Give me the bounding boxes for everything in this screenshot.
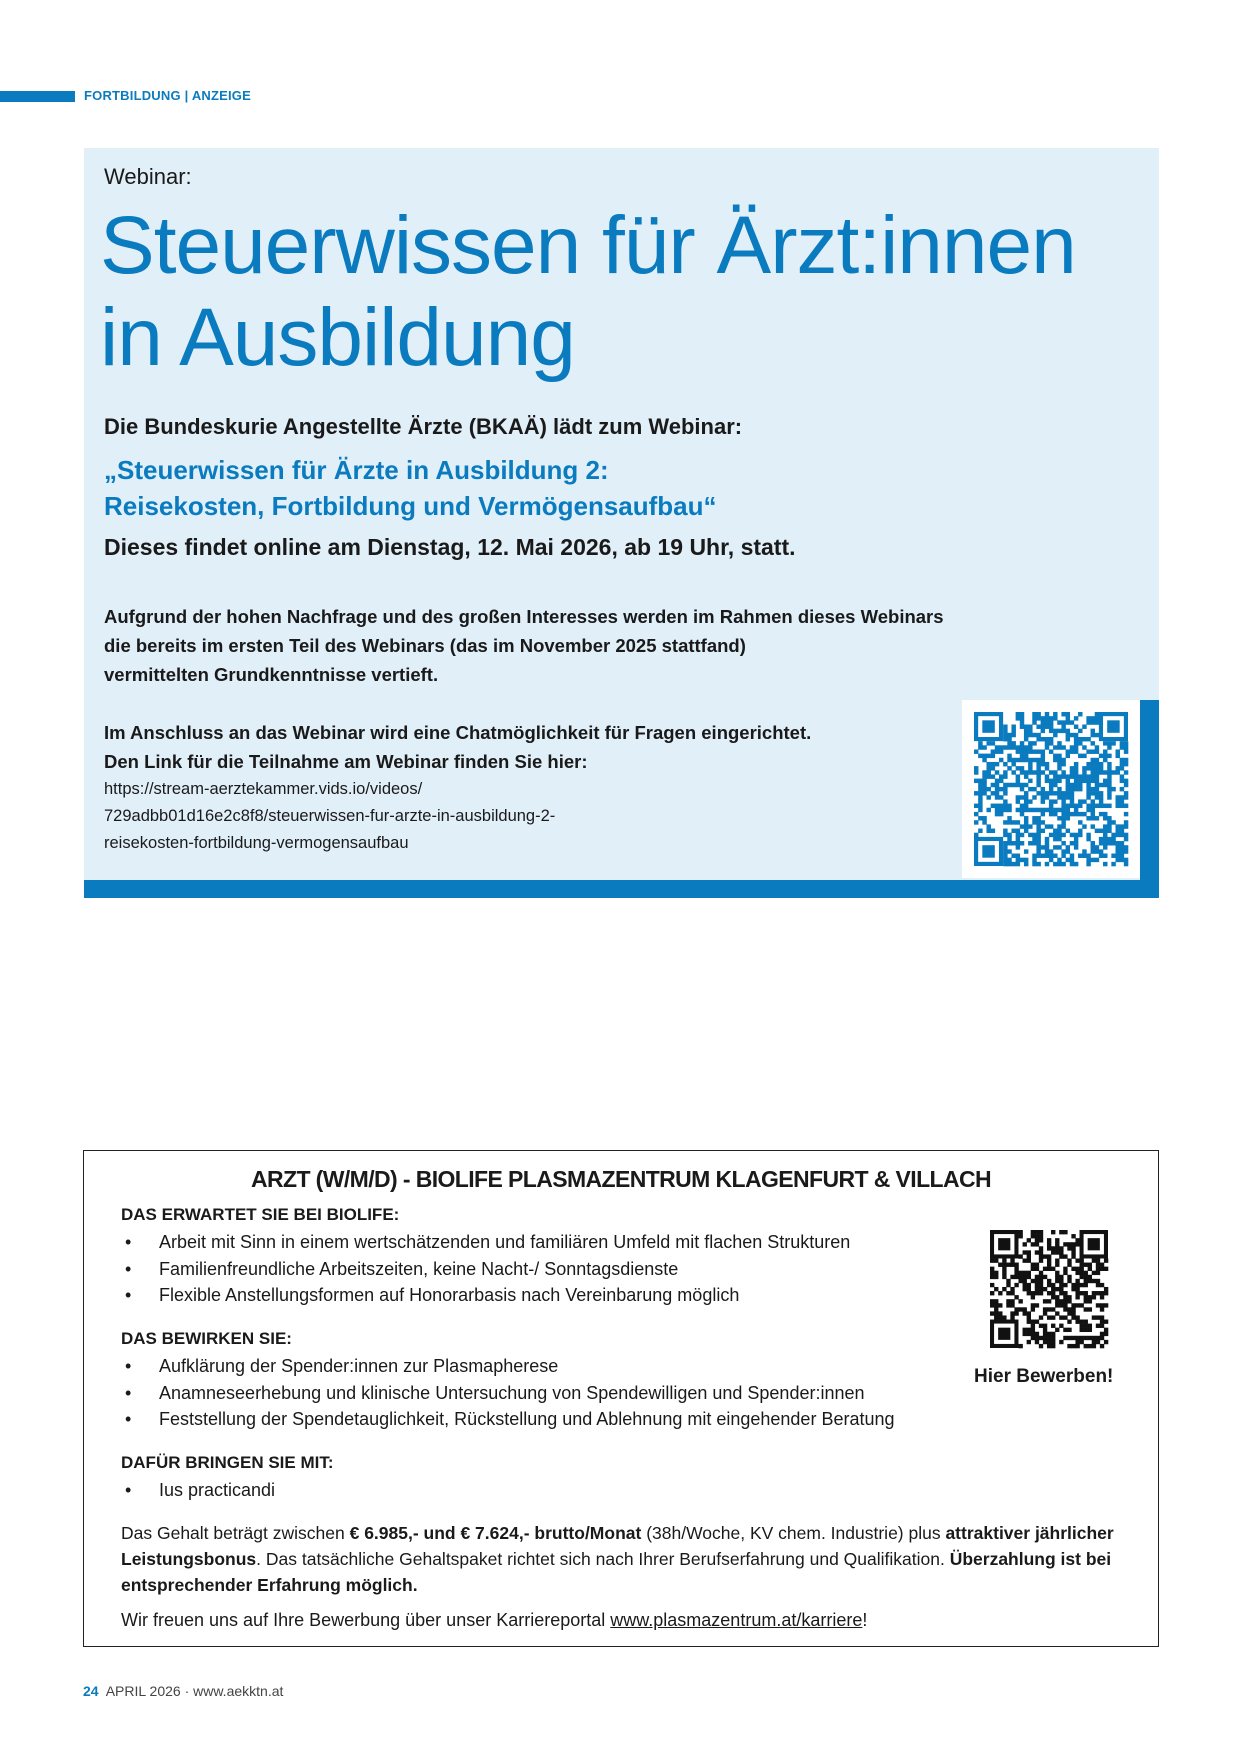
salary-range: € 6.985,- und € 7.624,- brutto/Monat	[349, 1523, 642, 1543]
salary-text: (38h/Woche, KV chem. Industrie) plus	[641, 1523, 946, 1543]
job-title: ARZT (W/M/D) - BIOLIFE PLASMAZENTRUM KLAGENFURT & VILLACH	[250, 1166, 992, 1192]
footer-text: APRIL 2026 · www.aekktn.at	[105, 1683, 284, 1699]
description-line: Aufgrund der hohen Nachfrage und des großen Interesses werden im Rahmen dieses Webinars	[104, 606, 944, 627]
section-marker-bar	[0, 91, 75, 102]
webinar-topic	[104, 452, 904, 524]
list-item-text: Arbeit mit Sinn in einem wertschätzenden und familiären Umfeld mit flachen Strukturen	[159, 1232, 851, 1252]
headline-line-1: Steuerwissen für Ärzt:innen	[100, 200, 1076, 291]
webinar-box-side-accent	[1140, 700, 1159, 898]
job-section-heading: DAS ERWARTET SIE BEI BIOLIFE:	[121, 1205, 400, 1224]
job-benefits-list	[121, 1229, 850, 1309]
chat-info-line: Den Link für die Teilnahme am Webinar finden Sie hier:	[104, 751, 588, 772]
webinar-qr-code-icon[interactable]	[962, 700, 1140, 878]
webinar-kicker: Webinar:	[104, 164, 192, 189]
career-portal-link[interactable]: www.plasmazentrum.at/karriere	[610, 1610, 863, 1630]
job-requirements-list	[121, 1477, 275, 1504]
webinar-link-line[interactable]: 729adbb01d16e2c8f8/steuerwissen-fur-arzte-in-ausbildung-2-	[104, 807, 556, 825]
headline-line-2: in Ausbildung	[100, 292, 575, 383]
salary-text: . Das tatsächliche Gehaltspaket richtet sich nach Ihrer Berufserfahrung und Qualifikation.	[256, 1549, 950, 1569]
list-item-text: Ius practicandi	[159, 1480, 276, 1500]
closing-end: !	[862, 1610, 868, 1630]
bullet-icon: •	[125, 1382, 132, 1403]
apply-label[interactable]: Hier Bewerben!	[974, 1366, 1114, 1387]
list-item	[121, 1229, 850, 1256]
list-item-text: Flexible Anstellungsformen auf Honorarbasis nach Vereinbarung möglich	[159, 1285, 740, 1305]
description-line: die bereits im ersten Teil des Webinars (das im November 2025 stattfand)	[104, 635, 746, 656]
list-item	[121, 1282, 850, 1309]
section-separator: |	[184, 88, 189, 103]
salary-overpay: Überzahlung ist bei entsprechender Erfahrung möglich.	[121, 1549, 1112, 1595]
job-section-heading: DAFÜR BRINGEN SIE MIT:	[121, 1453, 334, 1472]
topic-line-1: „Steuerwissen für Ärzte in Ausbildung 2:	[104, 455, 609, 485]
salary-info	[121, 1520, 1141, 1598]
salary-text: Das Gehalt beträgt zwischen	[121, 1523, 350, 1543]
webinar-headline	[100, 200, 1140, 384]
list-item-text: Anamneseerhebung und klinische Untersuchung von Spendewilligen und Spender:innen	[159, 1382, 865, 1403]
bullet-icon: •	[125, 1356, 132, 1376]
page-number: 24	[83, 1683, 99, 1699]
webinar-chat-info	[104, 718, 944, 776]
webinar-invite: Die Bundeskurie Angestellte Ärzte (BKAÄ) lädt zum Webinar:	[104, 414, 743, 439]
webinar-box-bottom-border	[84, 880, 1159, 898]
bullet-icon: •	[125, 1480, 132, 1500]
bullet-icon: •	[125, 1409, 132, 1429]
list-item-text: Feststellung der Spendetauglichkeit, Rückstellung und Ablehnung mit eingehender Beratung	[159, 1409, 895, 1429]
section-name: FORTBILDUNG	[84, 88, 181, 103]
section-label	[84, 88, 251, 103]
list-item	[121, 1380, 895, 1407]
section-category: ANZEIGE	[191, 88, 251, 103]
page-footer	[83, 1683, 283, 1699]
bullet-icon: •	[125, 1232, 132, 1252]
list-item	[121, 1406, 895, 1433]
chat-info-line: Im Anschluss an das Webinar wird eine Chatmöglichkeit für Fragen eingerichtet.	[104, 722, 812, 743]
list-item	[121, 1477, 275, 1504]
apply-qr-code-icon[interactable]	[986, 1226, 1112, 1352]
webinar-link-line[interactable]: reisekosten-fortbildung-vermogensaufbau	[104, 834, 409, 852]
job-section-heading: DAS BEWIRKEN SIE:	[121, 1329, 292, 1348]
list-item	[121, 1256, 850, 1283]
bullet-icon: •	[125, 1285, 132, 1305]
closing-line	[121, 1610, 867, 1631]
webinar-link[interactable]	[104, 776, 704, 857]
webinar-description	[104, 602, 1004, 689]
bullet-icon: •	[125, 1258, 132, 1279]
topic-line-2: Reisekosten, Fortbildung und Vermögensaufbau“	[104, 491, 717, 521]
webinar-link-line[interactable]: https://stream-aerztekammer.vids.io/videos/	[104, 780, 423, 798]
description-line: vermittelten Grundkenntnisse vertieft.	[104, 664, 439, 685]
job-tasks-list	[121, 1353, 895, 1433]
salary-bonus: attraktiver jährlicher Leistungsbonus	[121, 1523, 1114, 1569]
list-item-text: Aufklärung der Spender:innen zur Plasmapherese	[159, 1356, 559, 1376]
closing-text: Wir freuen uns auf Ihre Bewerbung über unser Karriereportal	[121, 1610, 611, 1630]
list-item	[121, 1353, 895, 1380]
webinar-date: Dieses findet online am Dienstag, 12. Mai 2026, ab 19 Uhr, statt.	[104, 534, 796, 560]
list-item-text: Familienfreundliche Arbeitszeiten, keine Nacht-/ Sonntagsdienste	[159, 1258, 679, 1279]
